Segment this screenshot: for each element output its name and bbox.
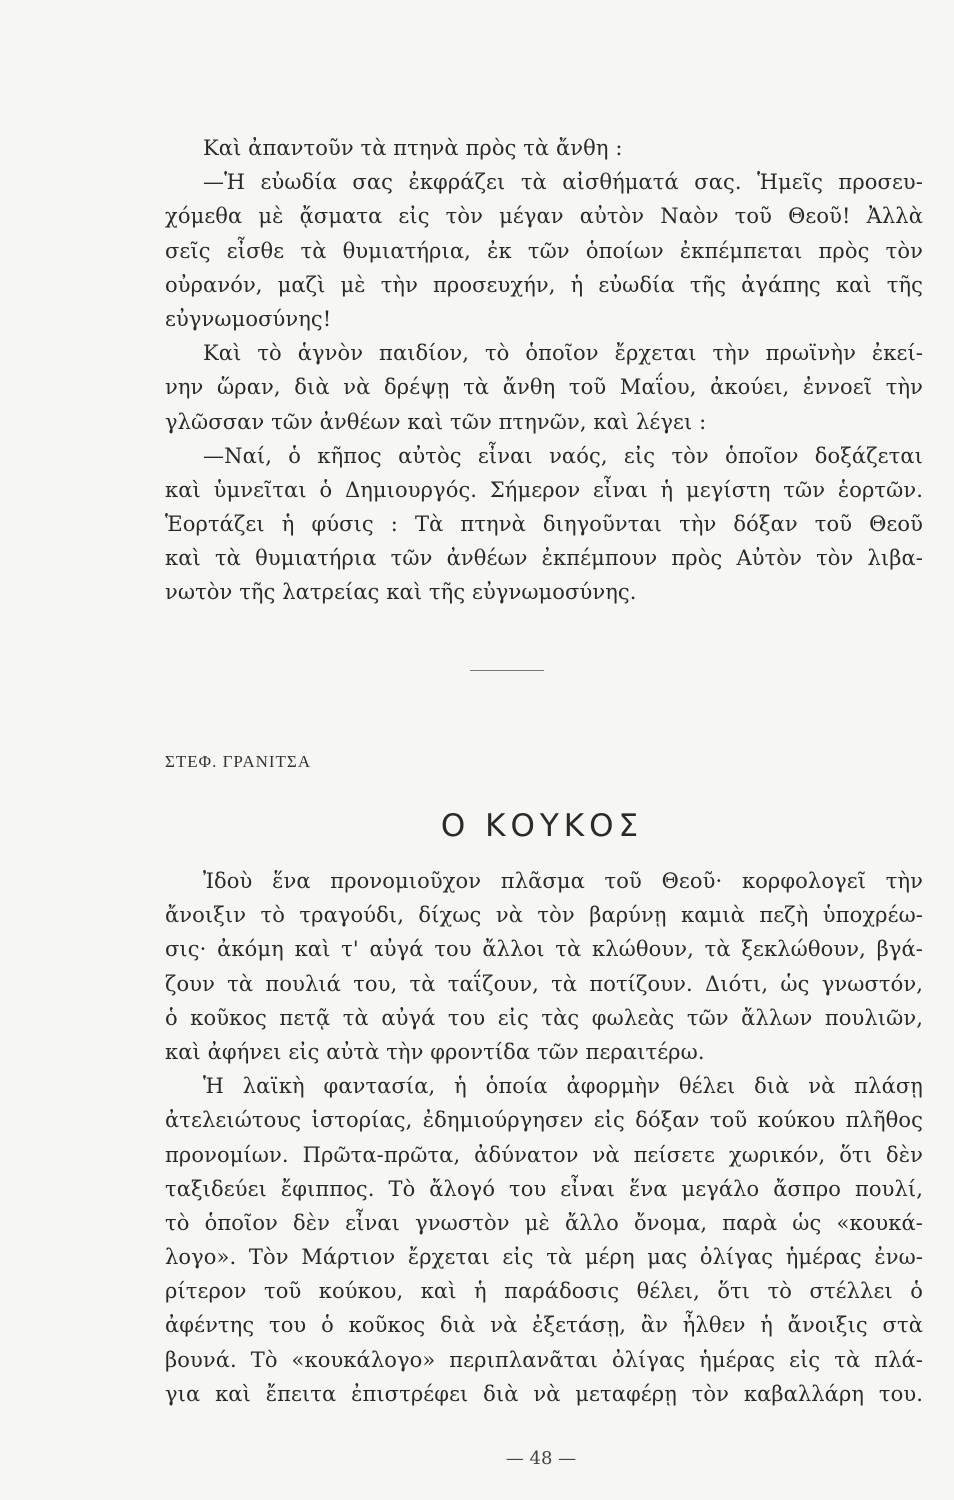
text-line: —Ἡ εὐωδία σας ἐκφράζει τὰ αἰσθήματά σας. Ἡμεῖς προσευ-	[203, 170, 923, 195]
text-line: Ἑορτάζει ἡ φύσις : Τὰ πτηνὰ διηγοῦνται τὴν δόξαν τοῦ Θεοῦ	[165, 512, 923, 537]
text-line: σεῖς εἶσθε τὰ θυμιατήρια, ἐκ τῶν ὁποίων ἐκπέμπεται πρὸς τὸν	[165, 238, 923, 263]
article-title: Ο ΚΟΥΚΟΣ	[440, 808, 644, 844]
text-line: προνομίων. Πρῶτα-πρῶτα, ἀδύνατον νὰ πείσετε χωρικόν, ὅτι δὲν	[165, 1142, 923, 1167]
page-number: — 48 —	[505, 1448, 577, 1469]
text-line: γλῶσσαν τῶν ἀνθέων καὶ τῶν πτηνῶν, καὶ λέγει :	[165, 409, 707, 434]
text-line: Καὶ ἀπαντοῦν τὰ πτηνὰ πρὸς τὰ ἄνθη :	[203, 136, 623, 160]
section-divider	[470, 670, 544, 671]
text-line: ἀφέντης του ὁ κοῦκος διὰ νὰ ἐξετάσῃ, ἂν ἦλθεν ἡ ἄνοιξις στὰ	[165, 1313, 923, 1338]
text-line: καὶ ἀφήνει εἰς αὐτὰ τὴν φροντίδα τῶν περαιτέρω.	[165, 1039, 705, 1064]
text-line: ρίτερον τοῦ κούκου, καὶ ἡ παράδοσις θέλει, ὅτι τὸ στέλλει ὁ	[165, 1279, 923, 1304]
text-line: Ἰδοὺ ἕνα προνομιοῦχον πλᾶσμα τοῦ Θεοῦ· κορφολογεῖ τὴν	[203, 869, 923, 893]
text-line: νην ὥραν, διὰ νὰ δρέψῃ τὰ ἄνθη τοῦ Μαΐου, ἀκούει, ἐννοεῖ τὴν	[165, 375, 923, 400]
text-line: ἀτελειώτους ἱστορίας, ἐδημιούργησεν εἰς δόξαν τοῦ κούκου πλῆθος	[165, 1108, 923, 1133]
text-line: Ἡ λαϊκὴ φαντασία, ἡ ὁποία ἀφορμὴν θέλει διὰ νὰ πλάσῃ	[203, 1074, 923, 1099]
text-line: σις· ἀκόμη καὶ τ' αὐγά του ἄλλοι τὰ κλώθουν, τὰ ξεκλώθουν, βγά-	[165, 937, 923, 962]
text-line: ὁ κοῦκος πετᾷ τὰ αὐγά του εἰς τὰς φωλεὰς τῶν ἄλλων πουλιῶν,	[165, 1005, 923, 1030]
text-block-continuation	[165, 131, 923, 610]
text-line: καὶ ὑμνεῖται ὁ Δημιουργός. Σήμερον εἶναι ἡ μεγίστη τῶν ἑορτῶν.	[165, 477, 923, 502]
text-line: νωτὸν τῆς λατρείας καὶ τῆς εὐγνωμοσύνης.	[165, 580, 637, 605]
text-line: εὐγνωμοσύνης!	[165, 306, 332, 331]
text-line: χόμεθα μὲ ᾄσματα εἰς τὸν μέγαν αὐτὸν Ναὸν τοῦ Θεοῦ! Ἀλλὰ	[165, 204, 923, 229]
text-line: Καὶ τὸ ἁγνὸν παιδίον, τὸ ὁποῖον ἔρχεται τὴν πρωϊνὴν ἐκεί-	[203, 341, 923, 366]
author-name: ΣΤΕΦ. ΓΡΑΝΙΤΣΑ	[165, 752, 312, 771]
text-line: ταξιδεύει ἔφιππος. Τὸ ἄλογό του εἶναι ἕνα μεγάλο ἄσπρο πουλί,	[165, 1176, 923, 1201]
text-line: οὐρανόν, μαζὶ μὲ τὴν προσευχήν, ἡ εὐωδία τῆς ἀγάπης καὶ τῆς	[165, 272, 923, 297]
text-block-article	[165, 864, 923, 1411]
text-line: βουνά. Τὸ «κουκάλογο» περιπλανᾶται ὀλίγας ἡμέρας εἰς τὰ πλά-	[165, 1347, 923, 1372]
text-line: λογο». Τὸν Μάρτιον ἔρχεται εἰς τὰ μέρη μας ὀλίγας ἡμέρας ἐνω-	[165, 1245, 923, 1270]
text-line: ζουν τὰ πουλιά του, τὰ ταΐζουν, τὰ ποτίζουν. Διότι, ὡς γνωστόν,	[165, 971, 923, 996]
text-line: καὶ τὰ θυμιατήρια τῶν ἀνθέων ἐκπέμπουν πρὸς Αὐτὸν τὸν λιβα-	[165, 546, 923, 571]
text-line: για καὶ ἔπειτα ἐπιστρέφει διὰ νὰ μεταφέρῃ τὸν καβαλλάρη του.	[165, 1381, 923, 1406]
text-line: —Ναί, ὁ κῆπος αὐτὸς εἶναι ναός, εἰς τὸν ὁποῖον δοξάζεται	[203, 443, 923, 468]
text-line: ἄνοιξιν τὸ τραγούδι, δίχως νὰ τὸν βαρύνῃ καμιὰ πεζὴ ὑποχρέω-	[165, 903, 923, 928]
text-line: τὸ ὁποῖον δὲν εἶναι γνωστὸν μὲ ἄλλο ὄνομα, παρὰ ὡς «κουκά-	[165, 1210, 923, 1235]
